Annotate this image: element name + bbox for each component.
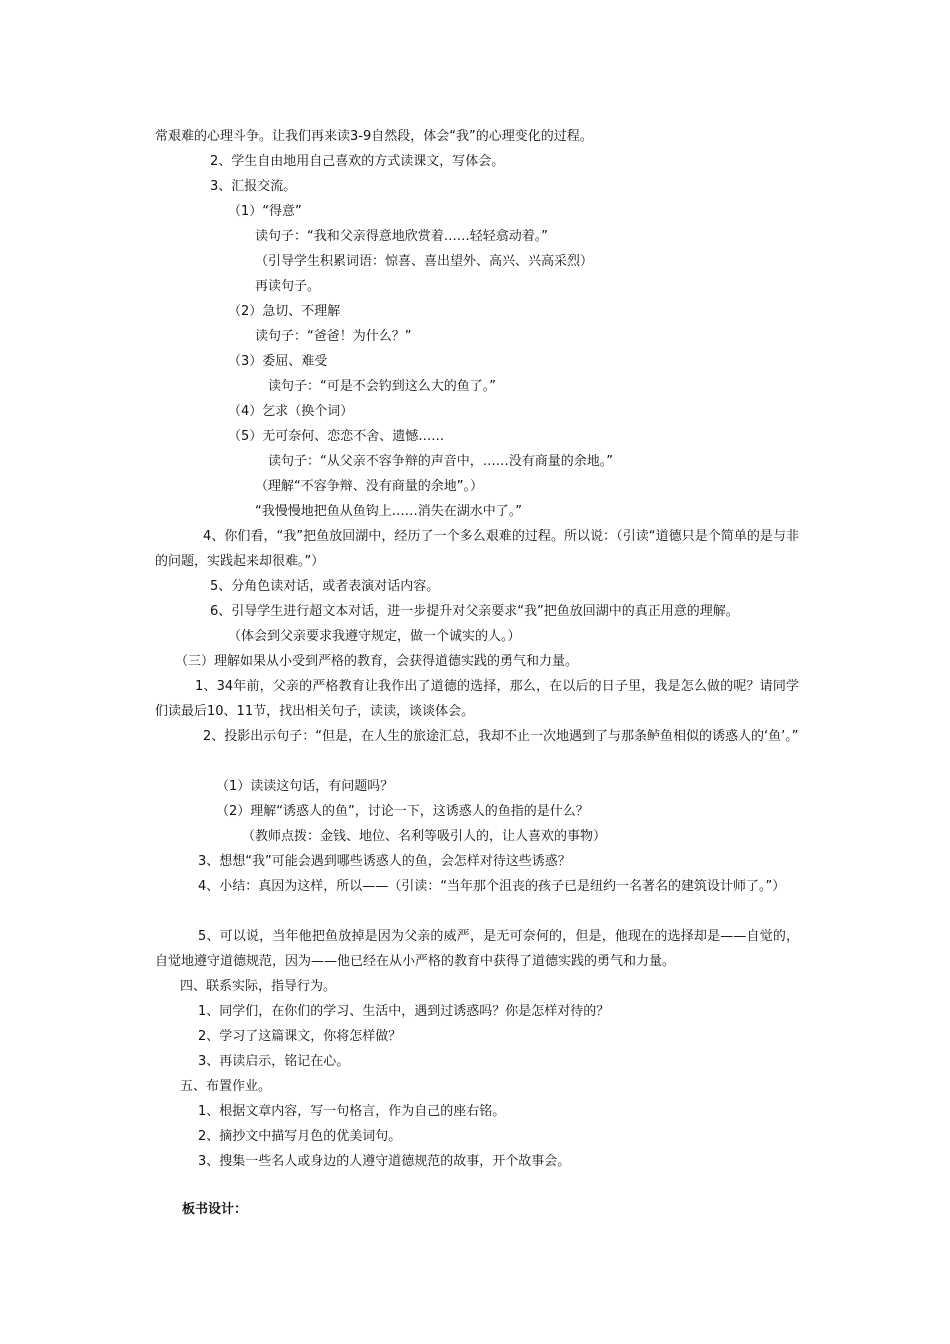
- text-line: （1）读读这句话，有问题吗？: [216, 779, 394, 794]
- text-line: 3、汇报交流。: [210, 179, 297, 194]
- text-line: 6、引导学生进行超文本对话，进一步提升对父亲要求“我”把鱼放回湖中的真正用意的理解。: [210, 604, 739, 619]
- text-line: （引导学生积累词语：惊喜、喜出望外、高兴、兴高采烈）: [255, 254, 594, 269]
- text-line: （2）急切、不理解: [228, 304, 341, 319]
- paragraph: 1、34年前，父亲的严格教育让我作出了道德的选择，那么，在以后的日子里，我是怎么做的呢？请同学们读最后10、11节，找出相关句子，读读，谈谈体会。: [155, 679, 799, 719]
- text-line: 常艰难的心理斗争。让我们再来读3-9自然段，体会“我”的心理变化的过程。: [155, 129, 593, 144]
- text-line: 3、再读启示，铭记在心。: [198, 1054, 350, 1069]
- paragraph: 4、小结：真因为这样，所以——（引读：“当年那个沮丧的孩子已是纽约一名著名的建筑设计师了。”）: [198, 879, 786, 894]
- text-line: 1、根据文章内容，写一句格言，作为自己的座右铭。: [198, 1104, 506, 1119]
- text-line: （3）委屈、难受: [228, 354, 328, 369]
- text-line: 3、搜集一些名人或身边的人遵守道德规范的故事，开个故事会。: [198, 1154, 571, 1169]
- text-line: 2、摘抄文中描写月色的优美词句。: [198, 1129, 402, 1144]
- section-heading: 四、联系实际，指导行为。: [180, 979, 337, 994]
- text-line: 1、同学们，在你们的学习、生活中，遇到过诱惑吗？你是怎样对待的？: [198, 1004, 610, 1019]
- section-heading: 五、布置作业。: [180, 1079, 272, 1094]
- text-line: （教师点拨：金钱、地位、名利等吸引人的，让人喜欢的事物）: [242, 829, 607, 844]
- text-line: 5、分角色读对话，或者表演对话内容。: [210, 579, 440, 594]
- text-line: 读句子：“我和父亲得意地欣赏着……轻轻翕动着。”: [255, 229, 548, 244]
- text-line: 2、学生自由地用自己喜欢的方式读课文，写体会。: [210, 154, 505, 169]
- paragraph: 4、你们看，“我”把鱼放回湖中，经历了一个多么艰难的过程。所以说：（引读“道德只是个简单的是与非的问题，实践起来却很难。”）: [155, 529, 799, 569]
- text-line: （理解“不容争辩、没有商量的余地”。）: [255, 479, 483, 494]
- board-design-heading: 板书设计：: [182, 1202, 248, 1217]
- text-line: 读句子：“爸爸！为什么？”: [255, 329, 412, 344]
- text-line: “我慢慢地把鱼从鱼钩上……消失在湖水中了。”: [255, 504, 522, 519]
- text-line: （1）“得意”: [228, 204, 302, 219]
- paragraph: 5、可以说，当年他把鱼放掉是因为父亲的威严，是无可奈何的，但是，他现在的选择却是——自觉的，自觉地遵守道德规范，因为——他已经在从小严格的教育中获得了道德实践的勇气和力量。: [155, 929, 799, 969]
- text-line: 再读句子。: [255, 279, 321, 294]
- text-line: （4）乞求（换个词）: [228, 404, 354, 419]
- text-line: 3、想想“我”可能会遇到哪些诱惑人的鱼，会怎样对待这些诱惑？: [198, 854, 571, 869]
- section-heading: （三）理解如果从小受到严格的教育，会获得道德实践的勇气和力量。: [175, 654, 579, 669]
- text-line: （5）无可奈何、恋恋不舍、遗憾……: [228, 429, 445, 444]
- text-line: （体会到父亲要求我遵守规定，做一个诚实的人。）: [228, 629, 521, 644]
- paragraph: 2、投影出示句子：“但是，在人生的旅途汇总，我却不止一次地遇到了与那条鲈鱼相似的诱惑人的‘鱼’。”: [203, 729, 799, 744]
- text-line: （2）理解“诱惑人的鱼”，讨论一下，这诱惑人的鱼指的是什么？: [216, 804, 589, 819]
- text-line: 读句子：“从父亲不容争辩的声音中，……没有商量的余地。”: [268, 454, 613, 469]
- text-line: 读句子：“可是不会钓到这么大的鱼了。”: [268, 379, 496, 394]
- text-line: 2、学习了这篇课文，你将怎样做？: [198, 1029, 402, 1044]
